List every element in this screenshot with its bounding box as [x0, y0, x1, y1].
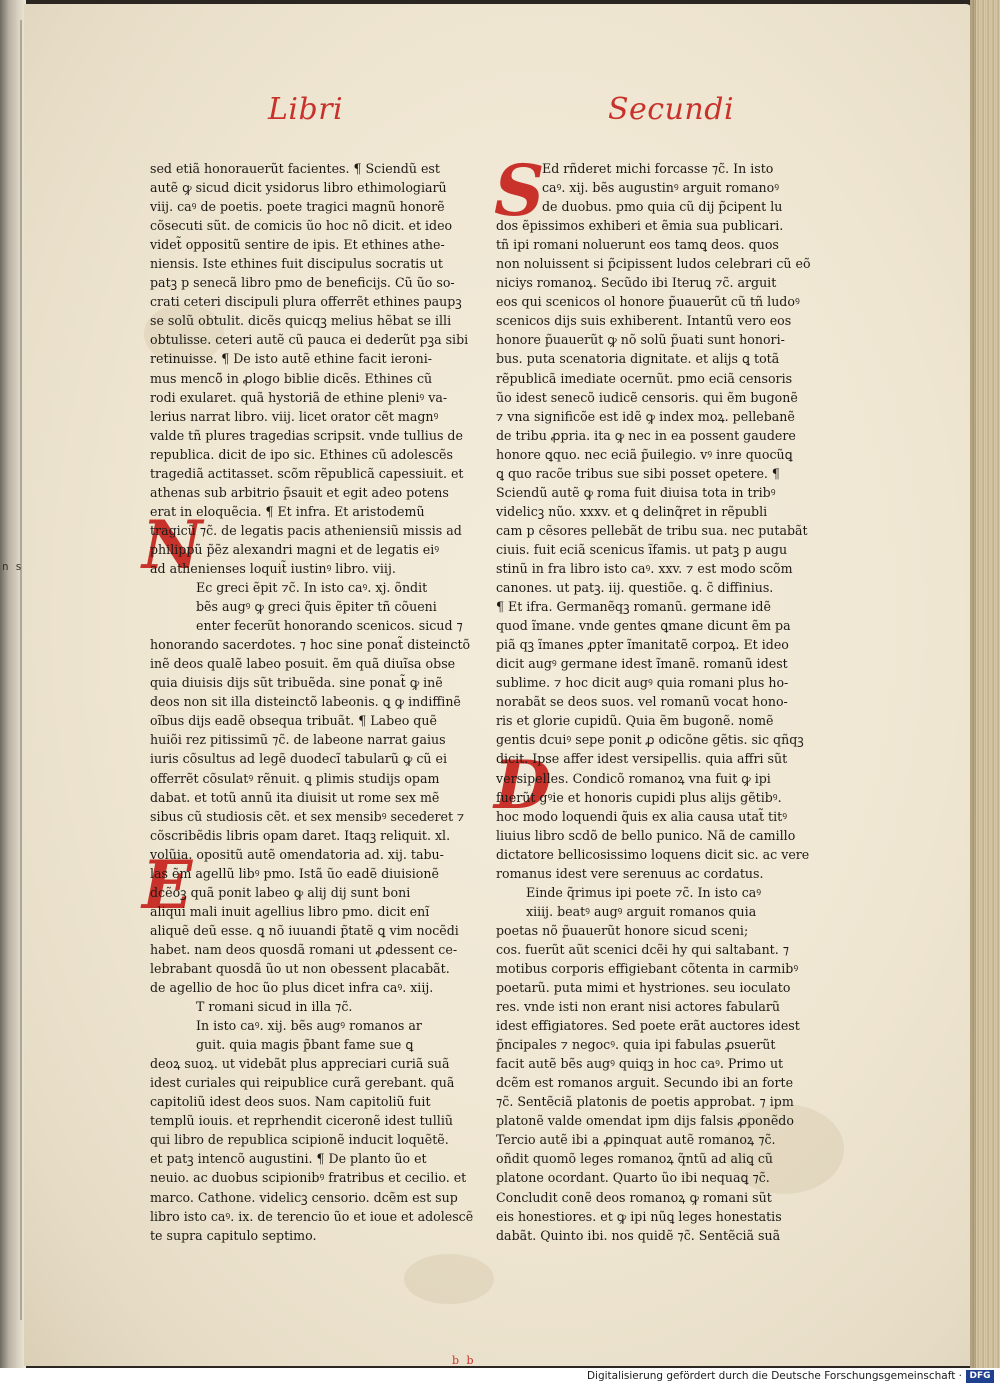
footer-bar [0, 1368, 1000, 1386]
text-line: tñ ipi romani noluerunt eos tamꝗ deos. quos [496, 237, 779, 253]
text-line: sibus cũ studiosis cẽt. et sex mensibꝰ secederet ⁊ [150, 808, 465, 824]
text-line: philippũ p̃ẽz alexandri magni et de legatis eiꝰ [150, 541, 440, 557]
book-spine-edge [0, 0, 26, 1370]
dfg-logo: DFG [966, 1370, 994, 1383]
text-line: crati ceteri discipuli plura offerrẽt ethines paupꝫ [150, 294, 462, 310]
running-head-left: Libri [268, 92, 344, 127]
text-line: versipelles. Condicõ romanoꝝ vna fuit ꝙ ipi [496, 770, 771, 786]
text-line: de duobus. pmo quia cũ dij p̃cipent lu [542, 199, 783, 215]
text-line: huiõi rez pitissimũ ⁊c̃. de labeone narrat gaius [150, 732, 446, 748]
text-line: niensis. Iste ethines fuit discipulus socratis ut [150, 256, 443, 272]
text-line: volũia. opositũ autẽ omendatoria ad. xij. tabu- [150, 846, 444, 862]
footer-credit: Digitalisierung gefördert durch die Deutsche Forschungsgemeinschaft · [586, 1370, 962, 1382]
text-line: dcẽm est romanos arguit. Secundo ibi an forte [496, 1075, 794, 1091]
text-line: mus mencõ̃ in ꝓlogo biblie dicẽs. Ethines cũ [150, 370, 433, 386]
text-line: gentis dcuiꝰ sepe ponit ꝓ odicõne gẽtis. sic qñqꝫ [496, 732, 804, 748]
signature-mark: b b [452, 1354, 476, 1367]
text-line: canones. ut patꝫ. iij. questiõe. ꝗ. c̃ diffinius. [496, 580, 774, 596]
text-line: poetarũ. puta mimi et hystriones. seu ioculato [496, 980, 791, 996]
rubricated-initial-n: N [142, 506, 203, 584]
page-fold-line [20, 20, 22, 1320]
text-line: norabãt se deos suos. vel romanũ vocat hono- [496, 694, 788, 710]
text-line: sed etiã honorauerũt facientes. ¶ Sciendũ est [150, 161, 440, 176]
text-line: retinuisse. ¶ De isto autẽ ethine facit ieroni- [150, 351, 433, 367]
text-line: hoc modo loquendi q̃uis ex alia causa utat̃ titꝰ [496, 808, 788, 824]
text-line: ũo idest senecõ iudicẽ censoris. qui ẽm bugonẽ [496, 389, 798, 405]
text-line: cam p cẽsores pellebãt de tribu sua. nec putabãt [496, 522, 808, 538]
text-line: poetas nõ p̃uauerũt honore sicud sceni; [496, 922, 749, 938]
text-line: ad athenienses loquit̃ iustinꝰ libro. viij. [150, 560, 396, 576]
text-line: ꝗ quo racõe tribus sue sibi posset opetere. ¶ [496, 465, 780, 481]
text-line: rodi exularet. quã hystoriã de ethine pleniꝰ va- [150, 389, 448, 405]
text-line: bus. puta scenatoria dignitate. et alijs ꝗ totã [496, 351, 780, 367]
text-line: guit. quia magis p̃bant fame sue ꝗ [196, 1037, 414, 1053]
rubricated-initial-s: S [494, 149, 545, 232]
text-line: aliqui mali inuit agellius libro pmo. dicit enĩ [150, 903, 430, 919]
text-line: dictatore bellicosissimo loquens dicit sic. ac vere [496, 846, 810, 862]
text-line: te supra capitulo septimo. [150, 1227, 317, 1243]
text-line: platone ocordant. Quarto ũo ibi nequaꝗ ⁊c̃. [496, 1170, 770, 1186]
text-line: scenicos dijs suis exhiberent. Intantũ vero eos [496, 313, 792, 329]
text-line: honorando sacerdotes. ⁊ hoc sine ponat̃ disteinctõ [150, 637, 471, 653]
page-block-edges [970, 0, 1000, 1370]
text-column-left [150, 159, 474, 1245]
text-line: neuio. ac duobus scipionibꝰ fratribus et cecilio. et [150, 1170, 467, 1186]
text-line: sublime. ⁊ hoc dicit augꝰ quia romani plus ho- [496, 675, 789, 691]
text-line: videt̃ oppositũ sentire de ipis. Et ethines athe- [150, 237, 445, 253]
text-line: dabat. et totũ annũ ita diuisit ut rome sex mẽ [150, 789, 440, 805]
text-line: inẽ deos qualẽ labeo posuit. ẽm quã diuĩsa obse [150, 656, 456, 672]
text-line: de agellio de hoc ũo plus dicet infra caꝰ. xiij. [150, 980, 434, 996]
text-line: eis honestiores. et ꝙ ipi nũꝗ leges honestatis [496, 1208, 782, 1224]
text-line: idest curiales qui reipublice curã gerebant. quã [150, 1075, 455, 1091]
text-line: bẽs augꝰ ꝙ greci q̃uis ẽpiter tñ cõueni [196, 599, 437, 615]
text-line: ciuis. fuit eciã scenicus ĩfamis. ut patꝫ p augu [496, 541, 788, 557]
text-line: xiiij. beatꝰ augꝰ arguit romanos quia [526, 903, 757, 919]
text-line: autẽ ꝙ sicud dicit ysidorus libro ethimologiarũ [150, 180, 447, 196]
text-line: caꝰ. xij. bẽs augustinꝰ arguit romanoꝰ [542, 180, 780, 196]
text-line: lerius narrat libro. viij. licet orator cẽt magnꝰ [150, 408, 439, 424]
text-line: se solũ obtulit. dicẽs quicqꝫ melius hẽbat se illi [150, 313, 452, 329]
text-line: valde tñ plures tragedias scripsit. vnde tullius de [150, 427, 463, 443]
text-line: ⁊ vna significõe est idẽ ꝙ index moꝝ. pellebanẽ [496, 408, 795, 424]
text-line: las ẽm agellũ libꝰ pmo. Istã ũo eadẽ diuisionẽ [150, 865, 439, 881]
text-line: dcẽoꝫ quã ponit labeo ꝙ alij dij sunt boni [150, 884, 411, 900]
text-line: ris et glorie cupidũ. Quia ẽm bugonẽ. nomẽ [496, 713, 774, 729]
text-line: libro isto caꝰ. ix. de terencio ũo et ioue et adolescẽ [150, 1208, 474, 1224]
running-head-right: Secundi [608, 92, 735, 127]
text-line: tragicũ ⁊c̃. de legatis pacis atheniensiũ missis ad [150, 522, 462, 538]
text-line: ⁊c̃. Sentẽciã platonis de poetis approbat. ⁊ ipm [496, 1094, 794, 1110]
text-line: stinũ in fra libro isto caꝰ. xxv. ⁊ est modo scõm [496, 560, 793, 576]
text-line: oñdit quomõ leges romanoꝝ q̃ntũ ad aliꝗ cũ [496, 1151, 774, 1167]
text-line: Tercio autẽ ibi a ꝓpinquat autẽ romanoꝝ ⁊c̃. [496, 1132, 776, 1148]
text-line: obtulisse. ceteri autẽ cũ pauca ei dederũt pꝫa sibi [150, 332, 469, 348]
text-line: dicit augꝰ germane idest ĩmanẽ. romanũ idest [496, 656, 788, 672]
text-line: honore p̃uauerũt ꝙ nõ solũ p̃uati sunt honori- [496, 332, 785, 348]
text-line: lebrabant quosdã ũo ut non obessent placabãt. [150, 960, 450, 976]
text-line: Ec greci ẽpit ⁊c̃. In isto caꝰ. xj. õndit [196, 580, 428, 596]
text-line: videlicꝫ nũo. xxxv. et ꝗ delinq̃ret in rẽpubli [496, 503, 768, 519]
text-line: tragediã actitasset. scõm rẽpublicã capessiuit. et [150, 465, 464, 481]
text-line: liuius libro scdõ de bello punico. Nã de camillo [496, 827, 796, 843]
text-line: Ed rñderet michi forcasse ⁊c̃. In isto [542, 161, 774, 176]
text-line: romanus idest vere serenuus ac cordatus. [496, 865, 764, 881]
paper-stain [404, 1254, 494, 1304]
text-line: piã qꝫ ĩmanes ꝓpter ĩmanitatẽ corpoꝝ. Et ideo [496, 637, 789, 653]
text-line: quia diuisis dijs sũt tribuẽda. sine ponat̃ ꝙ inẽ [150, 675, 443, 691]
text-line: res. vnde isti non erant nisi actores fabularũ [496, 999, 781, 1015]
text-line: dos ẽpissimos exhiberi et ẽmia sua publicari. [496, 218, 784, 234]
text-line: dabãt. Quinto ibi. nos quidẽ ⁊c̃. Sentẽciã suã [496, 1227, 781, 1243]
text-line: viij. caꝰ de poetis. poete tragici magnũ honorẽ [150, 199, 445, 215]
text-line: Concludit conẽ deos romanoꝝ ꝙ romani sũt [496, 1189, 772, 1205]
text-line: ¶ Et ifra. Germanẽqꝫ romanũ. germane idẽ [496, 599, 771, 615]
text-line: eos qui scenicos ol honore p̃uauerũt cũ tñ ludoꝰ [496, 294, 800, 310]
text-line: T romani sicud in illa ⁊c̃. [196, 999, 353, 1015]
text-line: dicit. Ipse affer idest versipellis. quia affri sũt [496, 751, 788, 767]
text-line: deos non sit illa disteinctõ labeonis. ꝗ ꝙ indiffinẽ [150, 694, 461, 710]
text-line: marco. Cathone. videlicꝫ censorio. dcẽm est sup [150, 1189, 458, 1205]
margin-stray-text: n s [2, 560, 22, 573]
text-line: patꝫ p senecã libro pmo de beneficijs. Cũ ũo so- [150, 275, 455, 291]
text-line: templũ iouis. et reprhendit ciceronẽ idest tulliũ [150, 1113, 453, 1129]
text-line: niciys romanoꝝ. Secũdo ibi Iteruꝗ ⁊c̃. arguit [496, 275, 777, 291]
text-line: platonẽ valde omendat ipm dijs falsis ꝓponẽdo [496, 1113, 794, 1129]
text-line: offerrẽt cõsulatꝰ rẽnuit. ꝗ plimis studijs opam [150, 770, 440, 786]
text-line: erat in eloquẽcia. ¶ Et infra. Et aristodemũ [150, 503, 425, 519]
text-line: facit autẽ bẽs augꝰ quiqꝫ in hoc caꝰ. Primo ut [496, 1056, 784, 1072]
text-line: non noluissent si p̃cipissent ludos celebrari cũ eõ [496, 256, 811, 272]
text-line: qui libro de republica scipionẽ inducit loquẽtẽ. [150, 1132, 449, 1148]
text-line: In isto caꝰ. xij. bẽs augꝰ romanos ar [196, 1018, 422, 1034]
text-line: iuris cõsultus ad legẽ duodecĩ tabularũ ꝙ cũ ei [150, 751, 447, 767]
text-column-right [496, 159, 811, 1245]
text-line: de tribu ꝓpria. ita ꝙ nec in ea possent gaudere [496, 427, 796, 443]
text-line: quod ĩmane. vnde gentes ꝗmane dicunt ẽm pa [496, 618, 791, 634]
text-line: p̃ncipales ⁊ negocꝰ. quia ipi fabulas ꝓsuerũt [496, 1037, 776, 1053]
text-line: et patꝫ intencõ augustini. ¶ De planto ũo et [150, 1151, 427, 1167]
text-line: Einde q̃rimus ipi poete ⁊c̃. In isto caꝰ [526, 884, 762, 900]
text-line: aliquẽ deũ esse. ꝗ nõ iuuandi p̃tatẽ ꝗ vim nocẽdi [150, 922, 459, 938]
text-line: deoꝝ suoꝝ. ut videbãt plus appreciari curiã suã [150, 1056, 450, 1072]
text-line: cõscribẽdis libris opam daret. Itaqꝫ reliquit. xl. [150, 827, 451, 843]
text-line: habet. nam deos quosdã romani ut ꝓdessent ce- [150, 941, 458, 957]
text-line: oĩbus dijs eadẽ obsequa tribuãt. ¶ Labeo quẽ [150, 713, 437, 729]
text-line: rẽpublicã imediate ocernũt. pmo eciã censoris [496, 370, 793, 386]
text-line: honore ꝗquo. nec eciã p̃uilegio. vꝰ inre quocũꝗ [496, 446, 793, 462]
text-line: cõsecuti sũt. de comicis ũo hoc nõ dicit. et ideo [150, 218, 453, 234]
rubricated-initial-d: D [494, 746, 552, 824]
text-line: fuerũt gꝰie et honoris cupidi plus alijs gẽtibꝰ. [496, 789, 782, 805]
text-line: capitoliũ idest deos suos. Nam capitoliũ fuit [150, 1094, 431, 1110]
text-line: republica. dicit de ipo sic. Ethines cũ adolescẽs [150, 446, 453, 462]
rubricated-initial-e: E [142, 846, 193, 924]
text-line: motibus corporis effigiebant cõtenta in carmibꝰ [496, 960, 799, 976]
text-line: Sciendũ autẽ ꝙ roma fuit diuisa tota in tribꝰ [496, 484, 776, 500]
text-line: athenas sub arbitrio p̃sauit et egit adeo potens [150, 484, 449, 500]
text-line: idest effigiatores. Sed poete erãt auctores idest [496, 1018, 800, 1034]
text-line: cos. fuerũt aũt scenici dcẽi hy qui saltabant. ⁊ [496, 941, 790, 957]
text-line: enter fecerũt honorando scenicos. sicud ⁊ [196, 618, 463, 634]
